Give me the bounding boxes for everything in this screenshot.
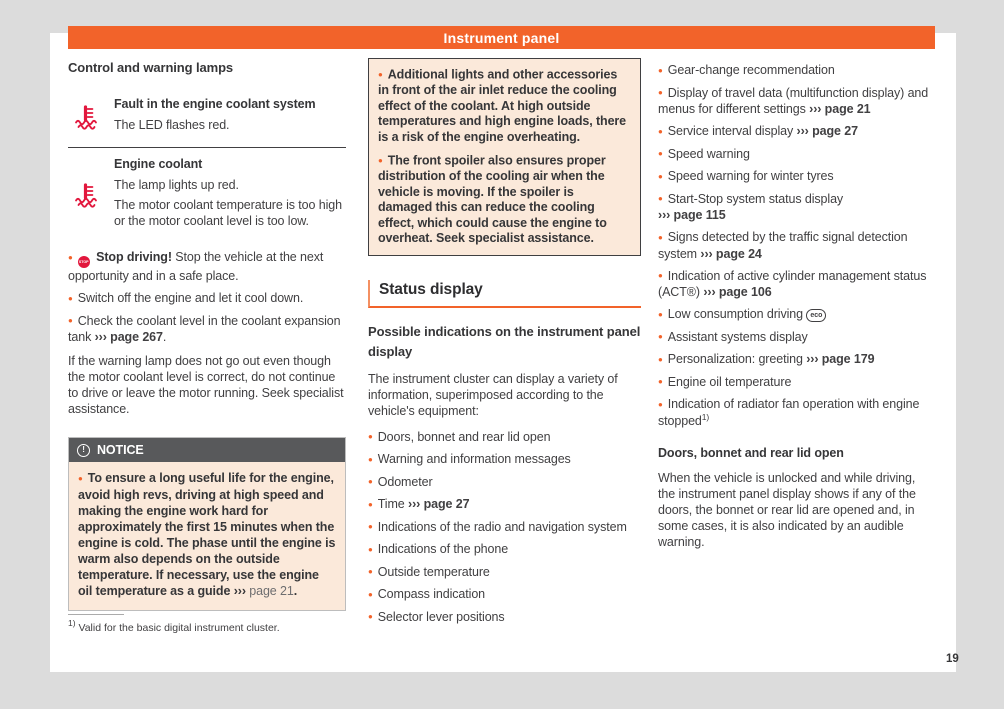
page-link[interactable]: ››› page 115 bbox=[658, 208, 726, 222]
bullet-icon: ● bbox=[658, 194, 663, 203]
list-item bbox=[368, 609, 641, 626]
page-number: 19 bbox=[946, 653, 959, 665]
bullet-text: Indications of the radio and navigation system bbox=[377, 519, 627, 534]
column-1 bbox=[68, 60, 346, 611]
bullet-icon: ● bbox=[658, 377, 663, 386]
column-2 bbox=[368, 58, 641, 631]
bullet-icon: ● bbox=[658, 88, 663, 97]
indication-list bbox=[368, 429, 641, 626]
info-box-item bbox=[378, 153, 631, 247]
list-item bbox=[658, 85, 934, 118]
list-item bbox=[368, 496, 641, 513]
bullet-text: Assistant systems display bbox=[667, 329, 808, 344]
bullet-icon: ● bbox=[658, 149, 663, 158]
warning-lamp-row bbox=[68, 92, 346, 145]
notice-header bbox=[69, 438, 345, 462]
bullet-text: Display of travel data (multifunction display) and menus for different settings bbox=[658, 85, 929, 116]
list-item bbox=[368, 564, 641, 581]
warning-lamp-row bbox=[68, 152, 346, 241]
list-item bbox=[658, 306, 934, 323]
page-link[interactable]: ››› page 27 bbox=[796, 124, 858, 138]
footnote bbox=[68, 614, 368, 634]
chevrons: ››› bbox=[233, 583, 250, 598]
bullet-icon: ● bbox=[368, 522, 373, 531]
list-item bbox=[368, 474, 641, 491]
bullet-text: Gear-change recommendation bbox=[667, 63, 835, 77]
bullet-icon: ● bbox=[658, 354, 663, 364]
bullet-icon: ● bbox=[368, 432, 373, 441]
list-item bbox=[658, 374, 934, 391]
page-link[interactable]: ››› page 179 bbox=[806, 352, 875, 366]
info-text: Additional lights and other accessories in front of the air inlet reduce the cooling effect of the coolant. At high outside temperatures and high engine loads, there is a risk of the engine overheating. bbox=[378, 67, 627, 144]
exclamation-circle-icon: ! bbox=[77, 444, 90, 457]
bullet-text: Speed warning for winter tyres bbox=[667, 169, 834, 183]
list-item bbox=[658, 191, 934, 224]
notice-title: NOTICE bbox=[97, 443, 144, 457]
list-item bbox=[368, 519, 641, 536]
list-item bbox=[658, 146, 934, 163]
info-box bbox=[368, 58, 641, 256]
info-box-item bbox=[378, 67, 631, 145]
chapter-header-bar bbox=[68, 26, 935, 49]
indication-list bbox=[658, 62, 934, 429]
bullet-icon: ● bbox=[658, 309, 663, 319]
list-item bbox=[68, 290, 346, 307]
footnote-text: Valid for the basic digital instrument cluster. bbox=[75, 622, 280, 634]
page-link[interactable]: ››› page 27 bbox=[408, 497, 470, 511]
notice-box bbox=[68, 437, 346, 611]
bullet-icon: ● bbox=[78, 473, 83, 483]
list-item bbox=[68, 249, 346, 284]
paragraph: If the warning lamp does not go out even though the motor coolant level is correct, do not continue to drive or leave the motor running. Seek specialist assistance. bbox=[68, 354, 344, 416]
list-item bbox=[368, 451, 641, 468]
bullet-text: Selector lever positions bbox=[377, 609, 505, 624]
info-text: The front spoiler also ensures proper distribution of the cooling air when the vehicle is moving. If the spoiler is damaged this can reduce the cooling effect, which could cause the engine to overheat. Seek specialist assistance. bbox=[378, 153, 607, 245]
list-item bbox=[658, 123, 934, 140]
bullet-text: Low consumption driving bbox=[667, 307, 807, 321]
bullet-text: Start-Stop system status display bbox=[667, 191, 844, 206]
bullet-text: Indication of radiator fan operation with engine stopped bbox=[658, 397, 920, 428]
bullet-text: Time bbox=[377, 497, 409, 511]
bullet-suffix: . bbox=[162, 330, 167, 344]
subsection-heading: Doors, bonnet and rear lid open bbox=[658, 445, 844, 460]
paragraph: The instrument cluster can display a variety of information, superimposed according to the vehicle's equipment: bbox=[368, 371, 618, 418]
list-item bbox=[658, 168, 934, 185]
engine-coolant-warning-icon bbox=[68, 96, 114, 137]
lamp-title: Engine coolant bbox=[114, 157, 203, 171]
bullet-icon: ● bbox=[68, 293, 73, 303]
stop-icon: STOP bbox=[78, 256, 90, 268]
bullet-icon: ● bbox=[368, 589, 373, 599]
page-link[interactable]: ››› page 24 bbox=[700, 246, 762, 261]
bullet-icon: ● bbox=[378, 156, 383, 165]
engine-coolant-warning-icon bbox=[68, 156, 114, 233]
bullet-icon: ● bbox=[368, 567, 373, 576]
footnote-marker: 1) bbox=[68, 618, 76, 628]
page-link[interactable]: ››› page 267 bbox=[94, 330, 163, 344]
bullet-text: Indication of active cylinder management status (ACT®) bbox=[658, 268, 927, 299]
bullet-text: Speed warning bbox=[667, 146, 750, 161]
bullet-icon: ● bbox=[658, 332, 663, 341]
bullet-icon: ● bbox=[658, 271, 663, 280]
lamp-description: The lamp lights up red. bbox=[114, 178, 239, 192]
bullet-icon: ● bbox=[368, 454, 373, 464]
bullet-lead-bold: Stop driving! bbox=[96, 250, 172, 264]
lamp-description: The LED flashes red. bbox=[114, 118, 230, 132]
bullet-text: Doors, bonnet and rear lid open bbox=[377, 429, 551, 444]
bullet-text: Service interval display bbox=[667, 124, 797, 138]
action-list bbox=[68, 249, 346, 345]
bullet-text: Warning and information messages bbox=[377, 452, 571, 466]
coolant-thermometer-icon bbox=[74, 182, 101, 208]
bullet-text: Stop the vehicle at the next opportunity and in a safe place. bbox=[68, 250, 324, 283]
bullet-icon: ● bbox=[658, 399, 663, 409]
bullet-icon: ● bbox=[658, 65, 663, 75]
lamp-description: The motor coolant temperature is too high or the motor coolant level is too low. bbox=[114, 198, 342, 228]
section-title: Status display bbox=[368, 280, 641, 308]
bullet-text: Compass indication bbox=[377, 587, 486, 601]
bullet-text: Signs detected by the traffic signal detection system bbox=[658, 230, 908, 261]
notice-suffix: . bbox=[293, 583, 298, 598]
page-link[interactable]: ››› page 106 bbox=[703, 285, 772, 299]
bullet-icon: ● bbox=[68, 316, 73, 325]
list-item bbox=[658, 329, 934, 346]
list-item bbox=[368, 541, 641, 558]
list-item bbox=[658, 229, 934, 262]
coolant-thermometer-icon bbox=[74, 104, 101, 130]
bullet-icon: ● bbox=[368, 612, 373, 621]
lamp-title: Fault in the engine coolant system bbox=[114, 97, 316, 111]
bullet-icon: ● bbox=[368, 477, 373, 486]
bullet-text: Personalization: greeting bbox=[667, 352, 807, 366]
section-heading: Control and warning lamps bbox=[68, 60, 234, 75]
bullet-icon: ● bbox=[658, 171, 663, 181]
eco-icon: eco bbox=[806, 309, 826, 322]
paragraph: When the vehicle is unlocked and while driving, the instrument panel display shows if any of the doors, the bonnet or rear lid are opened and, in some cases, it is also indicated by an audible warning. bbox=[658, 470, 916, 549]
subsection-heading: Possible indications on the instrument panel display bbox=[368, 323, 641, 359]
page-link[interactable]: page 21 bbox=[249, 583, 294, 598]
footnote-reference: 1) bbox=[701, 411, 710, 422]
bullet-icon: ● bbox=[658, 126, 663, 136]
bullet-text: Outside temperature bbox=[377, 564, 490, 579]
notice-body bbox=[69, 462, 345, 610]
bullet-icon: ● bbox=[658, 232, 663, 242]
bullet-icon: ● bbox=[68, 252, 73, 262]
list-item bbox=[658, 396, 934, 429]
list-item bbox=[68, 313, 346, 346]
bullet-icon: ● bbox=[368, 499, 373, 509]
page-link[interactable]: ››› page 21 bbox=[809, 102, 871, 116]
column-3 bbox=[658, 62, 934, 560]
bullet-text: Engine oil temperature bbox=[667, 374, 792, 389]
chapter-title: Instrument panel bbox=[443, 29, 560, 46]
bullet-text: Odometer bbox=[377, 474, 433, 489]
footnote-divider bbox=[68, 614, 124, 615]
list-item bbox=[368, 429, 641, 446]
bullet-text: Check the coolant level in the coolant expansion tank bbox=[68, 313, 341, 344]
list-item bbox=[658, 351, 934, 368]
list-item bbox=[368, 586, 641, 603]
bullet-icon: ● bbox=[368, 544, 373, 554]
divider bbox=[68, 147, 346, 148]
notice-text: To ensure a long useful life for the engine, avoid high revs, driving at high speed and making the engine work hard for approximately the first 15 minutes when the engine is cold. The phase until the engine is warm also depends on the outside temperature. If necessary, use the engine oil temperature as a guide bbox=[78, 471, 336, 598]
bullet-icon: ● bbox=[378, 70, 383, 79]
bullet-text: Indications of the phone bbox=[377, 542, 509, 556]
bullet-text: Switch off the engine and let it cool down. bbox=[77, 291, 304, 305]
list-item bbox=[658, 268, 934, 301]
list-item bbox=[658, 62, 934, 79]
